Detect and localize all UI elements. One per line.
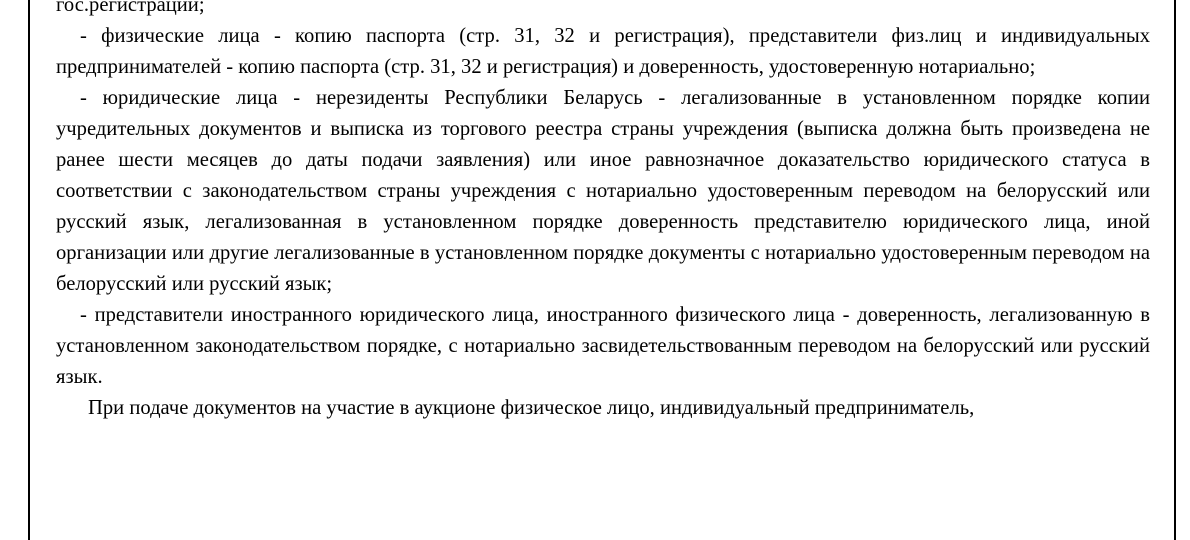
paragraph-legal-entities-nonresidents: - юридические лица - нерезиденты Республики Беларусь - легализованные в установленном порядке копии учредительных документов и выписка из торгового реестра страны учреждения (выписка должна быть произведена не ранее шести месяцев до даты подачи заявления) или иное равнозначное доказательство юридического статуса в соответствии с законодательством страны учреждения с нотариально удостоверенным переводом на белорусский или русский язык, легализованная в установленном порядке доверенность представителю юридического лица, иной организации или другие легализованные в установленном порядке документы с нотариально удостоверенным переводом на белорусский или русский язык;	[56, 87, 1150, 295]
paragraph-document-submission: При подаче документов на участие в аукционе физическое лицо, индивидуальный предприниматель,	[88, 397, 975, 419]
paragraph-state-registration-tail: гос.регистрации;	[56, 0, 205, 16]
document-body	[56, 0, 1150, 424]
paragraph-foreign-representatives: - представители иностранного юридического лица, иностранного физического лица - доверенность, легализованную в установленном законодательством порядке, с нотариально засвидетельствованным переводом на белорусский или русский язык.	[56, 304, 1150, 388]
paragraph-individuals: - физические лица - копию паспорта (стр. 31, 32 и регистрация), представители физ.лиц и индивидуальных предпринимателей - копию паспорта (стр. 31, 32 и регистрация) и доверенность, удостоверенную нотариально;	[56, 25, 1150, 78]
